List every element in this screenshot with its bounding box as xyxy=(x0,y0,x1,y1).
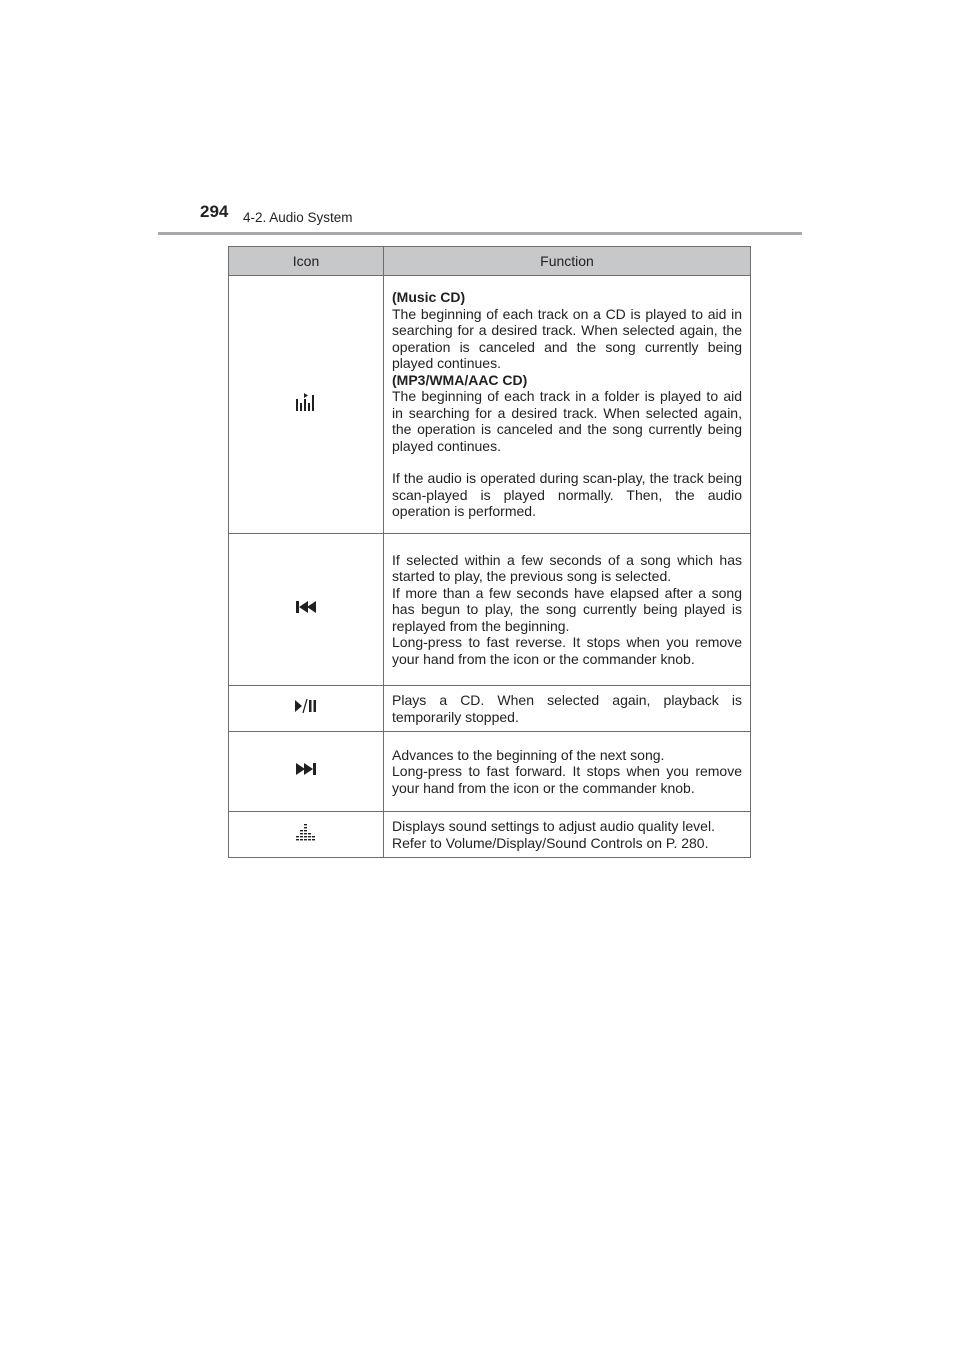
next-track-icon xyxy=(295,762,317,776)
function-cell xyxy=(384,812,751,858)
function-heading: (MP3/WMA/AAC CD) xyxy=(392,371,528,388)
table-header-row xyxy=(229,247,751,276)
function-text: If more than a few seconds have elapsed after a song has begun to play, the song currently being played is replayed from the beginning. xyxy=(392,584,742,634)
function-text: Advances to the beginning of the next song. xyxy=(392,746,665,763)
icon-cell xyxy=(229,732,384,812)
page-header xyxy=(200,202,800,232)
spacer xyxy=(392,454,742,470)
previous-track-icon xyxy=(295,600,317,614)
icon-cell xyxy=(229,534,384,686)
function-text: The beginning of each track in a folder is played to aid in searching for a desired track. When selected again, the operation is canceled and the song currently being played continues. xyxy=(392,388,742,454)
table-row xyxy=(229,812,751,858)
function-text: Displays sound settings to adjust audio quality level. xyxy=(392,818,715,834)
icon-function-table xyxy=(228,246,751,858)
function-text: If the audio is operated during scan-play, the track being scan-played is played normally. Then, the audio operation is performed. xyxy=(392,470,742,520)
sound-settings-icon xyxy=(295,823,317,841)
function-text: Refer to Volume/Display/Sound Controls on P. 280. xyxy=(392,834,709,851)
icon-cell xyxy=(229,276,384,534)
page-number: 294 xyxy=(200,202,229,221)
function-text: Long-press to fast forward. It stops when you remove your hand from the icon or the commander knob. xyxy=(392,763,742,796)
function-cell xyxy=(384,686,751,732)
function-heading: (Music CD) xyxy=(392,289,466,306)
column-header-function: Function xyxy=(384,247,751,276)
table-row xyxy=(229,534,751,686)
section-title: 4-2. Audio System xyxy=(243,210,353,225)
play-pause-icon xyxy=(294,698,318,714)
function-cell xyxy=(384,276,751,534)
icon-cell xyxy=(229,812,384,858)
function-text: Plays a CD. When selected again, playback is temporarily stopped. xyxy=(392,692,742,725)
table-row xyxy=(229,276,751,534)
function-text: Long-press to fast reverse. It stops when you remove your hand from the icon or the commander knob. xyxy=(392,634,742,667)
column-header-icon: Icon xyxy=(229,247,384,276)
table-row xyxy=(229,732,751,812)
scan-icon xyxy=(295,392,317,412)
table-row xyxy=(229,686,751,732)
header-rule xyxy=(158,232,802,235)
icon-cell xyxy=(229,686,384,732)
function-cell xyxy=(384,732,751,812)
function-cell xyxy=(384,534,751,686)
function-text: The beginning of each track on a CD is played to aid in searching for a desired track. When selected again, the operation is canceled and the song currently being played continues. xyxy=(392,305,742,372)
function-text: If selected within a few seconds of a song which has started to play, the previous song is selected. xyxy=(392,551,742,585)
